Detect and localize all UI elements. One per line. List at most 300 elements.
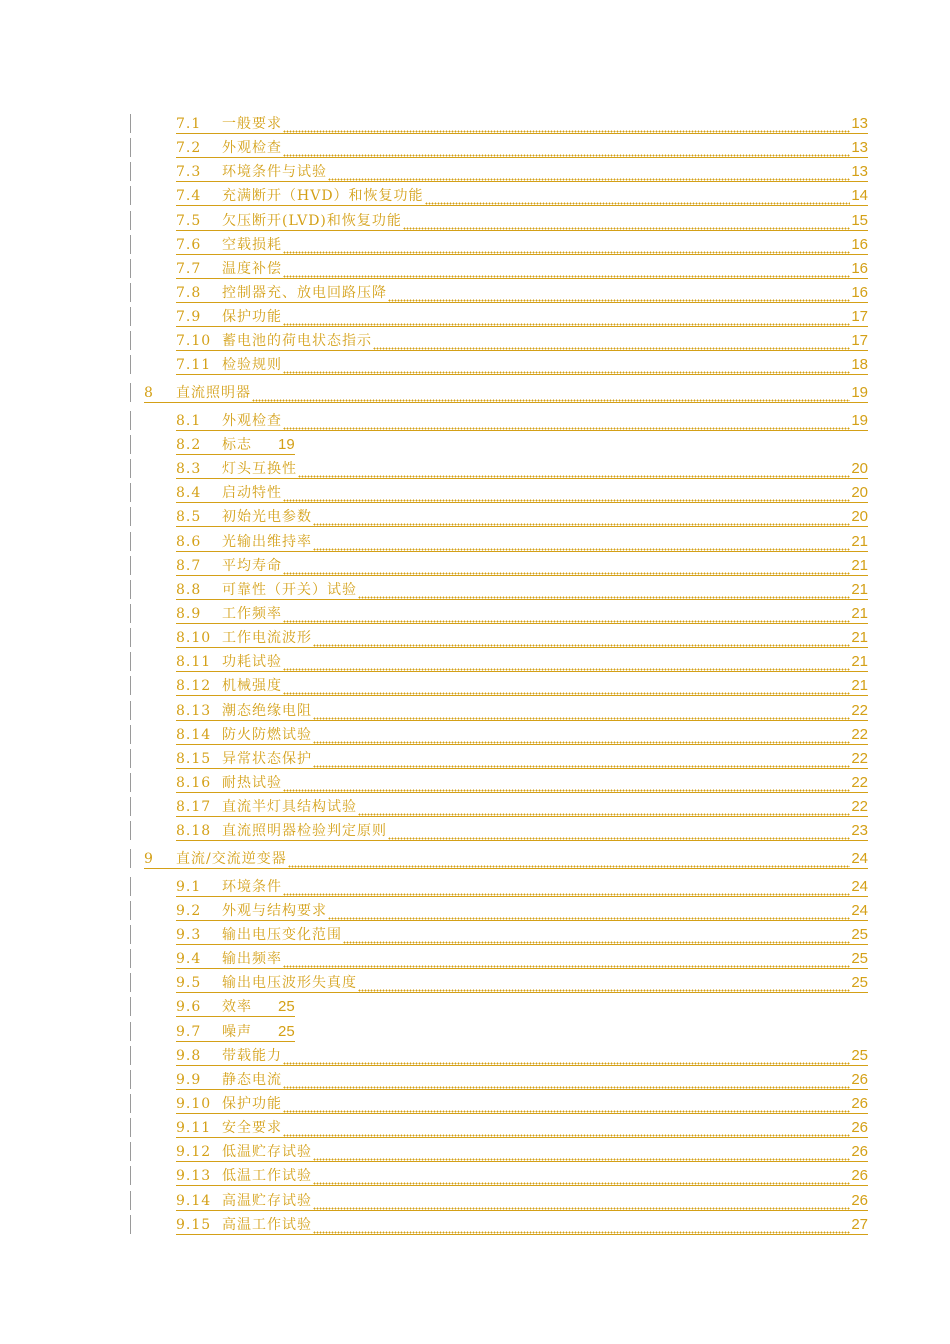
dot-leader	[283, 115, 850, 133]
toc-entry-title: 工作频率	[222, 606, 282, 622]
margin-bar	[130, 821, 131, 840]
toc-entry[interactable]	[0, 507, 950, 527]
toc-entry[interactable]	[0, 235, 950, 255]
toc-entry-title: 温度补偿	[222, 261, 282, 277]
toc-entry-line	[144, 849, 868, 869]
toc-entry-page: 19	[278, 436, 295, 453]
toc-entry-title: 高温工作试验	[222, 1217, 312, 1233]
toc-entry-page: 16	[851, 236, 868, 253]
toc-entry-page: 20	[851, 484, 868, 501]
toc-entry-number: 9.12	[176, 1144, 212, 1160]
toc-entry-title: 高温贮存试验	[222, 1193, 312, 1209]
toc-entry[interactable]	[0, 556, 950, 576]
dot-leader	[283, 557, 850, 575]
toc-entry-number: 9.6	[176, 999, 202, 1015]
toc-entry-page: 25	[851, 926, 868, 943]
dot-leader	[388, 822, 850, 840]
margin-bar	[130, 307, 131, 326]
toc-entry-page: 17	[851, 332, 868, 349]
dot-leader	[358, 798, 850, 816]
toc-entry-line	[176, 1046, 868, 1066]
dot-leader	[288, 850, 851, 868]
toc-entry-number: 7.6	[176, 237, 202, 253]
toc-entry-page: 21	[851, 581, 868, 598]
dot-leader	[298, 460, 850, 478]
toc-entry-number: 8.6	[176, 534, 202, 550]
toc-entry-title: 启动特性	[222, 485, 282, 501]
margin-bar	[130, 1022, 131, 1041]
toc-entry-page: 21	[851, 653, 868, 670]
toc-entry-number: 7.3	[176, 164, 202, 180]
margin-bar	[130, 483, 131, 502]
toc-entry-page: 13	[851, 163, 868, 180]
toc-entry[interactable]	[0, 211, 950, 231]
dot-leader	[283, 605, 850, 623]
toc-entry[interactable]	[0, 483, 950, 503]
toc-entry[interactable]	[0, 1191, 950, 1211]
toc-entry-line	[176, 725, 868, 745]
toc-entry-title: 功耗试验	[222, 654, 282, 670]
toc-entry-number: 8.18	[176, 823, 212, 839]
margin-bar	[130, 580, 131, 599]
dot-leader	[358, 581, 850, 599]
toc-entry[interactable]	[0, 1215, 950, 1235]
dot-leader	[283, 412, 850, 430]
toc-entry-line	[176, 507, 868, 527]
toc-entry-title: 欠压断开(LVD)和恢复功能	[222, 213, 402, 229]
toc-entry-line	[176, 411, 868, 431]
toc-entry-number: 8.15	[176, 751, 212, 767]
margin-bar	[130, 1191, 131, 1210]
dot-leader	[283, 139, 850, 157]
toc-entry-title: 蓄电池的荷电状态指示	[222, 333, 372, 349]
toc-entry-title: 保护功能	[222, 1096, 282, 1112]
toc-entry[interactable]	[0, 1142, 950, 1162]
toc-entry-title: 环境条件	[222, 879, 282, 895]
toc-entry-line	[176, 701, 868, 721]
toc-entry[interactable]	[0, 749, 950, 769]
toc-entry-line	[176, 186, 868, 206]
dot-leader	[283, 260, 850, 278]
toc-entry-page: 22	[851, 702, 868, 719]
toc-entry-title: 控制器充、放电回路压降	[222, 285, 387, 301]
margin-bar	[130, 186, 131, 205]
toc-entry[interactable]	[0, 1094, 950, 1114]
toc-entry-number: 8.13	[176, 703, 212, 719]
toc-entry-page: 27	[851, 1216, 868, 1233]
toc-entry-number: 9.10	[176, 1096, 212, 1112]
toc-entry-line	[176, 1142, 868, 1162]
toc-entry-number: 8.3	[176, 461, 202, 477]
toc-entry-line	[176, 1118, 868, 1138]
toc-entry-line	[176, 283, 868, 303]
toc-entry-number: 7.8	[176, 285, 202, 301]
margin-bar	[130, 725, 131, 744]
toc-entry-title: 外观检查	[222, 140, 282, 156]
toc-entry-number: 7.9	[176, 309, 202, 325]
toc-entry[interactable]	[0, 628, 950, 648]
margin-bar	[130, 331, 131, 350]
toc-entry-page: 21	[851, 557, 868, 574]
dot-leader	[283, 950, 850, 968]
toc-entry[interactable]	[0, 162, 950, 182]
margin-bar	[130, 114, 131, 133]
toc-entry-page: 22	[851, 726, 868, 743]
toc-entry-line	[144, 383, 868, 403]
margin-bar	[130, 383, 131, 402]
dot-leader	[313, 726, 850, 744]
toc-entry-number: 9.9	[176, 1072, 202, 1088]
margin-bar	[130, 211, 131, 230]
toc-entry-title: 一般要求	[222, 116, 282, 132]
toc-entry-number: 8.1	[176, 413, 202, 429]
toc-entry[interactable]	[0, 901, 950, 921]
toc-entry-number: 8.14	[176, 727, 212, 743]
toc-entry-line	[176, 355, 868, 375]
toc-entry-line	[176, 949, 868, 969]
margin-bar	[130, 901, 131, 920]
toc-entry-title: 空载损耗	[222, 237, 282, 253]
toc-entry-line	[176, 749, 868, 769]
toc-entry-line	[176, 1094, 868, 1114]
toc-entry-line	[176, 925, 868, 945]
toc-entry-page: 21	[851, 605, 868, 622]
toc-entry[interactable]	[0, 331, 950, 351]
toc-entry[interactable]	[0, 580, 950, 600]
toc-entry-page: 23	[851, 822, 868, 839]
toc-entry-title: 带载能力	[222, 1048, 282, 1064]
toc-entry-number: 8.9	[176, 606, 202, 622]
toc-entry-page: 17	[851, 308, 868, 325]
toc-entry-number: 9.8	[176, 1048, 202, 1064]
toc-entry-line	[176, 901, 868, 921]
dot-leader	[283, 1095, 850, 1113]
toc-entry-page: 25	[278, 1023, 295, 1040]
toc-entry[interactable]	[0, 1118, 950, 1138]
toc-entry[interactable]	[0, 259, 950, 279]
toc-entry-title: 外观检查	[222, 413, 282, 429]
dot-leader	[343, 926, 850, 944]
toc-entry[interactable]	[0, 411, 950, 431]
toc-entry-line	[176, 1166, 868, 1186]
dot-leader	[313, 508, 850, 526]
toc-entry-title: 灯头互换性	[222, 461, 297, 477]
dot-leader	[313, 1143, 850, 1161]
toc-entry[interactable]	[0, 949, 950, 969]
toc-entry-number: 8.7	[176, 558, 202, 574]
toc-entry-page: 24	[851, 902, 868, 919]
dot-leader	[283, 308, 850, 326]
margin-bar	[130, 701, 131, 720]
toc-entry[interactable]	[0, 604, 950, 624]
toc-entry[interactable]	[0, 532, 950, 552]
toc-entry[interactable]	[0, 186, 950, 206]
toc-entry-number: 9.3	[176, 927, 202, 943]
margin-bar	[130, 556, 131, 575]
toc-entry-page: 22	[851, 750, 868, 767]
toc-entry-title: 保护功能	[222, 309, 282, 325]
dot-leader	[328, 902, 850, 920]
margin-bar	[130, 1094, 131, 1113]
dot-leader	[313, 1192, 850, 1210]
toc-entry-number: 9.5	[176, 975, 202, 991]
toc-entry-title: 标志	[222, 437, 252, 453]
toc-entry-title: 环境条件与试验	[222, 164, 327, 180]
toc-entry-number: 9.13	[176, 1168, 212, 1184]
dot-leader	[328, 163, 850, 181]
toc-entry-page: 26	[851, 1143, 868, 1160]
dot-leader	[403, 212, 850, 230]
margin-bar	[130, 849, 131, 868]
toc-entry-page: 13	[851, 139, 868, 156]
toc-entry-page: 21	[851, 629, 868, 646]
toc-entry[interactable]	[0, 1070, 950, 1090]
dot-leader	[313, 1216, 850, 1234]
toc-entry-line	[176, 1215, 868, 1235]
toc-entry-line	[176, 604, 868, 624]
toc-entry[interactable]	[0, 1166, 950, 1186]
dot-leader	[313, 750, 850, 768]
toc-entry-number: 8.4	[176, 485, 202, 501]
toc-entry-line	[176, 483, 868, 503]
dot-leader	[283, 878, 850, 896]
toc-entry-page: 24	[851, 850, 868, 867]
toc-entry-title: 工作电流波形	[222, 630, 312, 646]
toc-entry-page: 13	[851, 115, 868, 132]
toc-entry-number: 8.17	[176, 799, 212, 815]
dot-leader	[283, 1047, 850, 1065]
toc-entry-line	[176, 235, 868, 255]
dot-leader	[283, 653, 850, 671]
toc-entry-number: 9.7	[176, 1024, 202, 1040]
toc-entry-line	[176, 259, 868, 279]
margin-bar	[130, 1070, 131, 1089]
toc-entry-title: 噪声	[222, 1024, 252, 1040]
toc-entry-number: 8.10	[176, 630, 212, 646]
dot-leader	[358, 974, 850, 992]
toc-entry-number: 8.5	[176, 509, 202, 525]
margin-bar	[130, 1046, 131, 1065]
toc-entry-title: 效率	[222, 999, 252, 1015]
toc-entry-line	[176, 211, 868, 231]
toc-entry-number: 8.2	[176, 437, 202, 453]
toc-entry-page: 22	[851, 798, 868, 815]
toc-entry-page: 26	[851, 1192, 868, 1209]
toc-entry-number: 7.4	[176, 188, 202, 204]
toc-entry-line	[176, 435, 295, 455]
dot-leader	[313, 702, 850, 720]
toc-entry-page: 26	[851, 1119, 868, 1136]
dot-leader	[283, 484, 850, 502]
toc-entry-page: 18	[851, 356, 868, 373]
toc-entry-page: 19	[851, 412, 868, 429]
dot-leader	[283, 356, 850, 374]
toc-entry-page: 25	[851, 1047, 868, 1064]
toc-entry-page: 26	[851, 1095, 868, 1112]
toc-entry-page: 16	[851, 260, 868, 277]
dot-leader	[283, 236, 850, 254]
toc-entry-line	[176, 773, 868, 793]
dot-leader	[283, 677, 850, 695]
toc-entry-number: 7.10	[176, 333, 212, 349]
toc-entry-line	[176, 877, 868, 897]
toc-entry-page: 21	[851, 677, 868, 694]
margin-bar	[130, 797, 131, 816]
toc-entry-page: 25	[851, 974, 868, 991]
margin-bar	[130, 411, 131, 430]
toc-entry-line	[176, 162, 868, 182]
toc-entry-line	[176, 628, 868, 648]
toc-entry[interactable]	[0, 821, 950, 841]
toc-entry-number: 9.15	[176, 1217, 212, 1233]
margin-bar	[130, 1215, 131, 1234]
toc-entry-number: 9.14	[176, 1193, 212, 1209]
toc-entry[interactable]	[0, 725, 950, 745]
margin-bar	[130, 749, 131, 768]
margin-bar	[130, 259, 131, 278]
toc-entry-line	[176, 797, 868, 817]
toc-entry[interactable]	[0, 355, 950, 375]
toc-entry-page: 14	[851, 187, 868, 204]
toc-entry-number: 7.11	[176, 357, 212, 373]
toc-entry-title: 检验规则	[222, 357, 282, 373]
toc-entry-line	[176, 307, 868, 327]
toc-entry-title: 安全要求	[222, 1120, 282, 1136]
toc-entry[interactable]	[0, 849, 950, 869]
margin-bar	[130, 235, 131, 254]
toc-entry-title: 机械强度	[222, 678, 282, 694]
toc-entry-line	[176, 114, 868, 134]
toc-entry[interactable]	[0, 773, 950, 793]
toc-entry-title: 初始光电参数	[222, 509, 312, 525]
toc-entry-page: 21	[851, 533, 868, 550]
toc-entry-line	[176, 973, 868, 993]
margin-bar	[130, 283, 131, 302]
toc-entry-number: 8.16	[176, 775, 212, 791]
toc-entry-line	[176, 138, 868, 158]
margin-bar	[130, 459, 131, 478]
toc-entry-title: 耐热试验	[222, 775, 282, 791]
toc-entry-page: 20	[851, 460, 868, 477]
margin-bar	[130, 949, 131, 968]
toc-entry-number: 8.8	[176, 582, 202, 598]
toc-entry[interactable]	[0, 114, 950, 134]
toc-entry[interactable]	[0, 676, 950, 696]
toc-entry-line	[176, 459, 868, 479]
margin-bar	[130, 138, 131, 157]
toc-entry-page: 16	[851, 284, 868, 301]
toc-entry-number: 9.11	[176, 1120, 212, 1136]
toc-entry-title: 输出电压变化范围	[222, 927, 342, 943]
toc-entry[interactable]	[0, 383, 950, 403]
toc-entry-title: 静态电流	[222, 1072, 282, 1088]
margin-bar	[130, 773, 131, 792]
toc-entry-page: 22	[851, 774, 868, 791]
dot-leader	[313, 1167, 850, 1185]
margin-bar	[130, 628, 131, 647]
toc-entry-page: 26	[851, 1167, 868, 1184]
toc-entry-number: 9.4	[176, 951, 202, 967]
dot-leader	[313, 533, 850, 551]
toc-entry-title: 直流照明器	[176, 385, 251, 401]
toc-entry[interactable]	[0, 435, 950, 455]
margin-bar	[130, 676, 131, 695]
toc-entry-title: 异常状态保护	[222, 751, 312, 767]
margin-bar	[130, 507, 131, 526]
dot-leader	[373, 332, 850, 350]
toc-entry-page: 19	[851, 384, 868, 401]
toc-entry-number: 7.2	[176, 140, 202, 156]
dot-leader	[283, 1071, 850, 1089]
dot-leader	[425, 187, 851, 205]
toc-entry[interactable]	[0, 652, 950, 672]
dot-leader	[252, 384, 850, 402]
toc-entry-line	[176, 1070, 868, 1090]
toc-entry-line	[176, 580, 868, 600]
toc-entry-number: 7.5	[176, 213, 202, 229]
toc-entry-title: 直流照明器检验判定原则	[222, 823, 387, 839]
toc-entry-number: 8.12	[176, 678, 212, 694]
toc-entry[interactable]	[0, 973, 950, 993]
margin-bar	[130, 1118, 131, 1137]
toc-entry-line	[176, 676, 868, 696]
margin-bar	[130, 1166, 131, 1185]
margin-bar	[130, 925, 131, 944]
margin-bar	[130, 355, 131, 374]
toc-entry[interactable]	[0, 307, 950, 327]
toc-entry[interactable]	[0, 925, 950, 945]
dot-leader	[283, 1119, 850, 1137]
toc-entry-line	[176, 821, 868, 841]
toc-entry-line	[176, 556, 868, 576]
toc-entry-title: 可靠性（开关）试验	[222, 582, 357, 598]
toc-entry-number: 9	[144, 851, 154, 867]
toc-entry-line	[176, 997, 295, 1017]
margin-bar	[130, 435, 131, 454]
toc-entry-page: 26	[851, 1071, 868, 1088]
toc-entry[interactable]	[0, 1022, 950, 1042]
toc-entry[interactable]	[0, 283, 950, 303]
toc-entry-title: 潮态绝缘电阻	[222, 703, 312, 719]
toc-entry-page: 24	[851, 878, 868, 895]
toc-entry-line	[176, 1191, 868, 1211]
toc-entry-title: 直流半灯具结构试验	[222, 799, 357, 815]
toc-entry[interactable]	[0, 1046, 950, 1066]
toc-entry-line	[176, 331, 868, 351]
toc-entry-line	[176, 652, 868, 672]
toc-entry[interactable]	[0, 701, 950, 721]
dot-leader	[313, 629, 850, 647]
toc-entry-title: 光输出维持率	[222, 534, 312, 550]
margin-bar	[130, 604, 131, 623]
dot-leader	[388, 284, 850, 302]
toc-entry[interactable]	[0, 459, 950, 479]
toc-entry[interactable]	[0, 877, 950, 897]
toc-entry-number: 7.1	[176, 116, 202, 132]
toc-entry-number: 8.11	[176, 654, 212, 670]
margin-bar	[130, 1142, 131, 1161]
toc-entry-page: 20	[851, 508, 868, 525]
toc-entry-title: 输出电压波形失真度	[222, 975, 357, 991]
dot-leader	[283, 774, 850, 792]
toc-entry-page: 25	[278, 998, 295, 1015]
toc-entry-title: 低温贮存试验	[222, 1144, 312, 1160]
toc-entry[interactable]	[0, 997, 950, 1017]
toc-entry[interactable]	[0, 138, 950, 158]
toc-entry-title: 输出频率	[222, 951, 282, 967]
toc-entry-line	[176, 1022, 295, 1042]
toc-entry[interactable]	[0, 797, 950, 817]
